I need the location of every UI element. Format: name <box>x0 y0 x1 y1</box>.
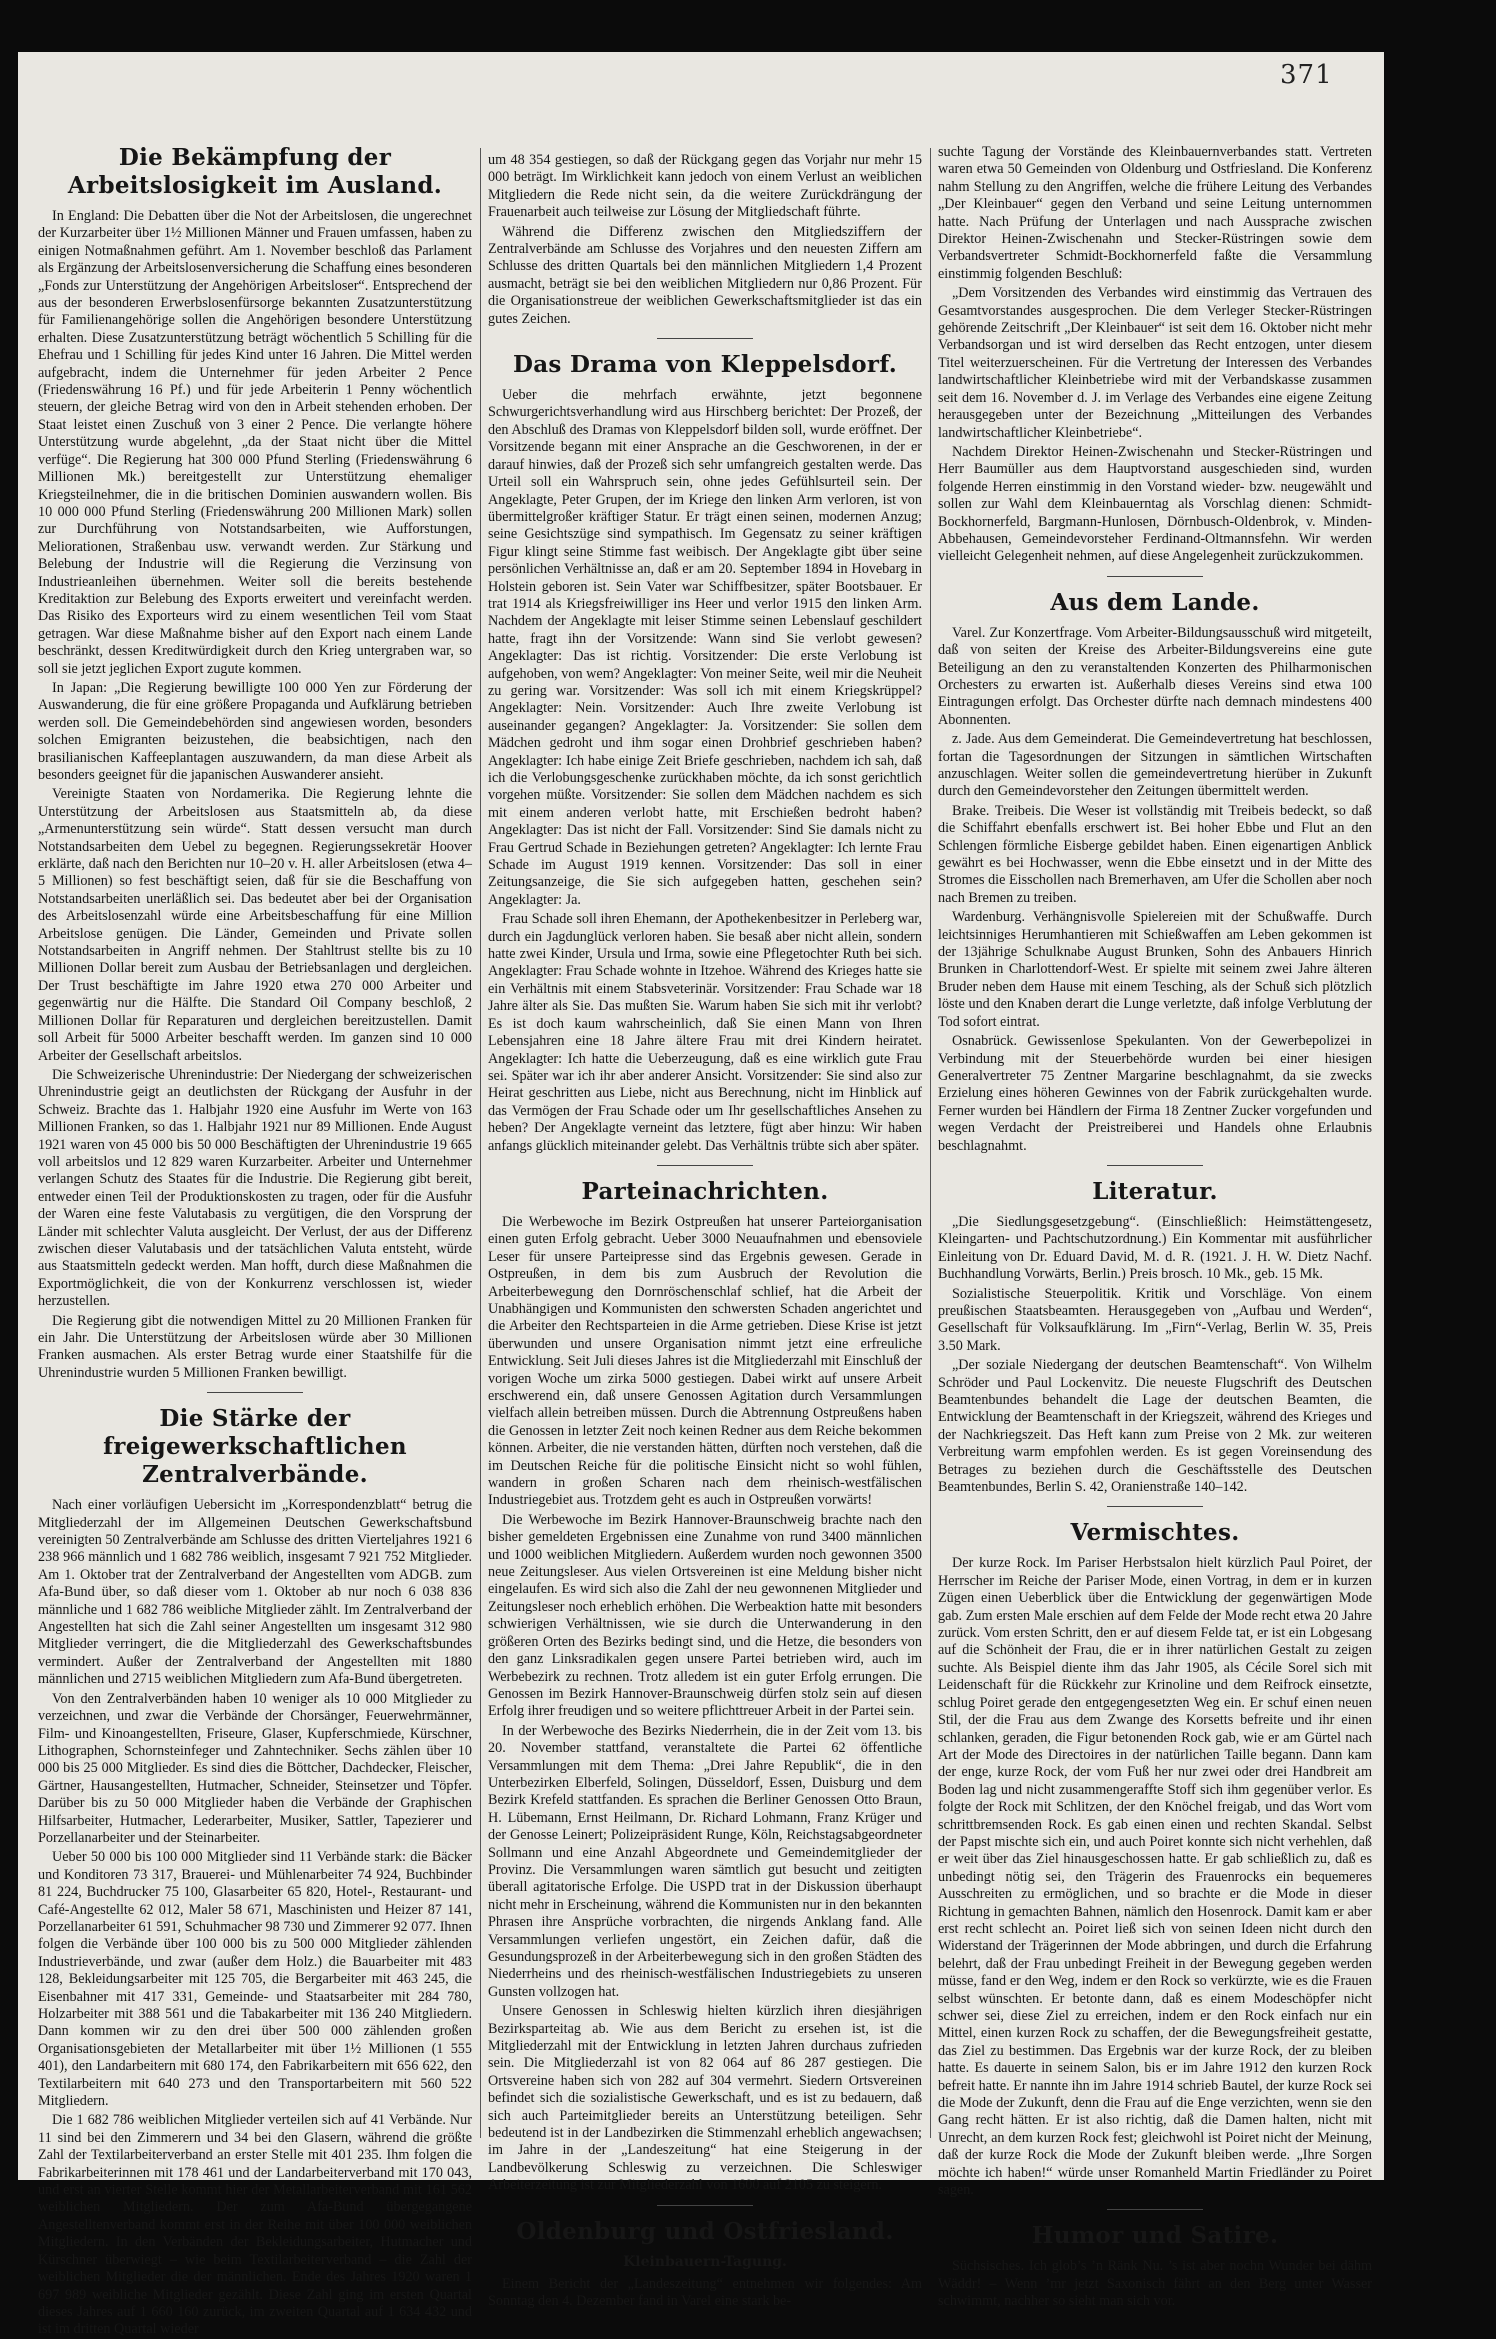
article-paragraph: Die 1 682 786 weiblichen Mitglieder verteilen sich auf 41 Verbände. Nur 11 sind bei den Zimmerern und 34 bei den Glasern, während die größte Zahl der Textilarbeiterverband an erster Stelle mit 401 235. Ihm folgen die Fabrikarbeiterinnen mit 178 461 und der Landarbeiterverband mit 170 043, und erst an vierter Stelle kommt hier der Metallarbeiterverband mit 161 562 weiblichen Mitgliedern. Der zum Afa-Bund übergegangene Angestelltenverband kommt erst in der Reihe mit über 100 000 weiblichen Mitgliedern. In den Verbänden der Bekleidungsarbeiter, Hutmacher und Kürschner überwiegt – wie beim Textilarbeiterverband – die Zahl der weiblichen Mitglieder die der männlichen. Ende des Jahres 1920 waren 1 697 989 weibliche Mitglieder gezählt. Diese Zahl ging im ersten Quartal dieses Jahres auf 1 660 160 zurück, im zweiten Quartal auf 1 634 432 und ist im dritten Quartal wieder <box>38 2112 472 2338</box>
column-rule <box>480 148 481 2138</box>
article-paragraph: Einem Bericht der „Landeszeitung“ entnehmen wir folgendes: Am Sonntag den 4. Dezember fand in Varel eine stark be- <box>488 2275 922 2310</box>
article-paragraph: Ueber die mehrfach erwähnte, jetzt begonnene Schwurgerichtsverhandlung wird aus Hirschberg berichtet: Der Prozeß, der den Abschluß des Dramas von Kleppelsdorf bilden soll, wurde eröffnet. Der Vorsitzende begann mit einer Ansprache an die Geschworenen, in der er darauf hinwies, daß der Prozeß sich sehr umfangreich gestalten werde. Das Urteil soll ein Wahrspruch sein, ohne jedes Gefühlsurteil sein. Der Angeklagte, Peter Grupen, der im Kriege den linken Arm verloren, ist von übermittelgroßer kräftiger Statur. Er trägt einen seinen, modernen Anzug; seine Gesichtszüge sind sympathisch. Im Gegensatz zu seiner kräftigen Figur klingt seine Stimme fast weibisch. Der Angeklagte gibt über seine persönlichen Verhältnisse an, daß er am 20. September 1894 in Hovebarg in Holstein geboren ist. Sein Vater war Schiffbesitzer, später Bootsbauer. Er trat 1914 als Kriegsfreiwilliger ins Heer und verlor 1915 den linken Arm. Nachdem der Angeklagte mit leiser Stimme seinen Lebenslauf geschildert hatte, fragt ihn der Vorsitzende: Wann sind Sie verlobt gewesen? Angeklagter: Das ist richtig. Vorsitzender: Die erste Verlobung ist aufgehoben, von wem? Angeklagter: Von meiner Seite, weil mir die Neuheit zu gering war. Vorsitzender: Was soll ich mit einem Kriegskrüppel? Angeklagter: Nein. Vorsitzender: Auch Ihre zweite Verlobung ist auseinander gegangen? Angeklagter: Ja. Vorsitzender: Sie sollen dem Mädchen gedroht und ihm sogar einen Drohbrief geschrieben haben? Angeklagter: Ich habe einige Zeit Briefe geschrieben, nachdem ich sah, daß ich die Verlobungsgeschenke zurückhaben möchte, da ich sonst gerichtlich vorgehen müßte. Vorsitzender: Sie sollen dem Mädchen nachdem es sich mit einem anderen verlobt hatte, mit Erschießen bedroht haben? Angeklagter: Das ist nicht der Fall. Vorsitzender: Sind Sie damals nicht zu Frau Gertrud Schade in Beziehungen getreten? Angeklagter: Ich lernte Frau Schade im August 1919 kennen. Vorsitzender: Das soll in einer Zeitungsanzeige, die Sie sich aufgegeben hatten, geschehen sein? Angeklagter: Ja. <box>488 387 922 908</box>
article-headline: Die Bekämpfung der Arbeitslosigkeit im Ausland. <box>67 144 443 199</box>
article <box>38 144 472 1382</box>
article-paragraph: Wardenburg. Verhängnisvolle Spielereien mit der Schußwaffe. Durch leichtsinniges Herumhantieren mit Schießwaffen am Leben gekommen ist der 13jährige Schulknabe August Brunken, Sohn des Anbauers Hinrich Brunken in Charlottendorf-West. Er spielte mit seinem zwei Jahre älteren Bruder neben dem Hause mit einem Tesching, als der Schuß sich plötzlich löste und den Knaben derart die Lunge verletzte, daß infolge Verblutung der Tod sofort eintrat. <box>938 909 1372 1030</box>
article-headline: Vermischtes. <box>1070 1519 1240 1547</box>
article-headline: Aus dem Lande. <box>1050 588 1260 616</box>
article-paragraph: Sozialistische Steuerpolitik. Kritik und Vorschläge. Von einem preußischen Staatsbeamten. Herausgegeben von „Aufbau und Werden“, Gesellschaft für Volksaufklärung. Im „Firn“-Verlag, Berlin W. 35, Preis 3.50 Mark. <box>938 1285 1372 1354</box>
article-paragraph: Osnabrück. Gewissenlose Spekulanten. Von der Gewerbepolizei in Verbindung mit der Steuerbehörde wurden bei einer hiesigen Generalvertreter 75 Zentner Margarine beschlagnahmt, da sie zwecks Erzielung eines höheren Gewinnes von der Fabrik zurückgehalten wurde. Ferner wurden bei Händlern der Firma 18 Zentner Zucker vorgefunden und wegen Verdacht der Preistreiberei und Handels ohne Erlaubnis beschlagnahmt. <box>938 1033 1372 1154</box>
article <box>938 1165 1372 1497</box>
article <box>938 1506 1372 2199</box>
article-paragraph: Varel. Zur Konzertfrage. Vom Arbeiter-Bildungsausschuß wird mitgeteilt, daß von seiten der Kreise des Arbeiter-Bildungsvereins eine gute Beteiligung an den zu veranstaltenden Konzerten des Philharmonischen Orchesters zu erwarten ist. Außerhalb dieses Vereins sind etwa 100 Eintragungen erfolgt. Das Orchester dürfte nach demnach mindestens 400 Abonnenten. <box>938 624 1372 728</box>
article-paragraph: In England: Die Debatten über die Not der Arbeitslosen, die ungerechnet der Kurzarbeiter über 1½ Millionen Männer und Frauen umfassen, haben zu einigen Notmaßnahmen geführt. Am 1. November beschloß das Parlament als Ergänzung der Arbeitslosenversicherung die Schaffung eines besonderen „Fonds zur Unterstützung der Angehörigen Arbeitsloser“. Entsprechend der aus der besonderen Erwerbslosenfürsorge bekannten Zusatzunterstützung für Familienangehörige sollen die Angehörigen besondere Unterstützung erhalten. Diese Zusatzunterstützung beträgt wöchentlich 5 Schilling für die Ehefrau und 1 Schilling für jedes Kind unter 16 Jahren. Die Mittel werden aufgebracht, indem die Unternehmer für jeden Arbeiter 2 Pence (Friedenswährung 16 Pf.) und für jede Arbeiterin 1 Penny wöchentlich steuern, der gleiche Betrag wird von den in Arbeit stehenden erhoben. Der Staat leistet einen Zuschuß von 3 einer 2 Pence. Die verlangte höhere Unterstützung wurde abgelehnt, „da der Staat nicht über die Mittel verfüge“. Die Regierung hat 300 000 Pfund Sterling (Friedenswährung 6 Millionen Mk.) bereitgestellt zur Unterstützung ehemaliger Kriegsteilnehmer, die in die britischen Dominien auswandern wollen. Bis 10 000 000 Pfund Sterling (Friedenswährung 200 Millionen Mark) sollen zur Durchführung von Notstandsarbeiten, wie Aufforstungen, Meliorationen, Straßenbau usw. verwandt werden. Zur Stärkung und Belebung der Industrie will die Regierung die Verzinsung von Industrieanleihen übernehmen. Weiter soll die bereits bestehende Kreditaktion zur Belebung des Exports erweitert und vereinfacht werden. Das Risiko des Exporteurs wird zu einem wesentlichen Teil vom Staat getragen. War diese Maßnahme bisher auf den Export nach einem Lande beschränkt, dessen Kreditwürdigkeit durch den Krieg untergraben war, so soll sie jetzt jeglichen Export zugute kommen. <box>38 208 472 677</box>
article-paragraph: In der Werbewoche des Bezirks Niederrhein, die in der Zeit vom 13. bis 20. November stattfand, veranstaltete die Partei 62 öffentliche Versammlungen mit dem Thema: „Drei Jahre Republik“, die in den Unterbezirken Elberfeld, Solingen, Düsseldorf, Essen, Duisburg und dem Bezirk Krefeld stattfanden. Es sprachen die Berliner Genossen Otto Braun, H. Lübemann, Ernst Heilmann, Dr. Richard Lohmann, Franz Krüger und der Genosse Leinert; Polizeipräsident Runge, Köln, Reichstagsabgeordneter Sollmann und eine Anzahl Abgeordnete und Gemeindemitglieder der Provinz. Die Versammlungen waren sämtlich gut besucht und zeitigten überall agitatorische Erfolge. Die USPD trat in der Diskussion überhaupt nicht mehr in Erscheinung, während die Kommunisten nur in den bekannten Phrasen ihre Ansprüche vorbrachten, die nirgends Anklang fand. Alle Versammlungen verliefen ungestört, ein Zeichen dafür, daß die Gesundungsprozeß in der Arbeiterbewegung sich in den großen Städten des Niederrheins und des rheinisch-westfälischen Industriegebiets zu unseren Gunsten vollzogen hat. <box>488 1722 922 2000</box>
article-separator <box>657 1165 753 1166</box>
article-paragraph: „Der soziale Niedergang der deutschen Beamtenschaft“. Von Wilhelm Schröder und Paul Lockenvitz. Die neueste Flugschrift des Deutschen Beamtenbundes behandelt die Lage der deutschen Beamten, die Entwicklung der Beamtenschaft in der Kriegszeit, während des Krieges und der Nachkriegszeit. Das Heft kann zum Preise von 2 Mk. zur weiteren Verbreitung warm empfohlen werden. Es ist gegen Voreinsendung des Betrages zu beziehen durch die Geschäftsstelle des Deutschen Beamtenbundes, Berlin S. 42, Oranienstraße 140–142. <box>938 1357 1372 1496</box>
article-paragraph: „Die Siedlungsgesetzgebung“. (Einschließlich: Heimstättengesetz, Kleingarten- und Pachtschutzordnung.) Ein Kommentar mit ausführlicher Einleitung von Dr. Eduard David, M. d. R. (1921. J. H. W. Dietz Nachf. Buchhandlung Vorwärts, Berlin.) Preis brosch. 10 Mk., geb. 15 Mk. <box>938 1213 1372 1283</box>
article-separator <box>207 1392 303 1393</box>
article-paragraph: Ueber 50 000 bis 100 000 Mitglieder sind 11 Verbände stark: die Bäcker und Konditoren 73 317, Brauerei- und Mühlenarbeiter 74 924, Buchbinder 81 224, Buchdrucker 75 100, Glasarbeiter 65 820, Hotel-, Restaurant- und Café-Angestellte 62 012, Maler 58 671, Maschinisten und Heizer 87 141, Porzellanarbeiter 61 591, Schuhmacher 98 730 und Zimmerer 92 077. Ihnen folgen die Verbände über 100 000 bis zu 500 000 Mitglieder zählenden Industrieverbände, und zwar (außer dem Holz.) die Bauarbeiter mit 483 128, Bekleidungsarbeiter mit 125 705, die Bergarbeiter mit 463 245, die Eisenbahner mit 417 331, Gemeinde- und Staatsarbeiter mit 284 780, Holzarbeiter mit 388 561 und die Tabakarbeiter mit 136 240 Mitgliedern. Dann kommen wir zu den drei über 500 000 zählenden großen Organisationsgebieten der Metallarbeiter mit über 1½ Millionen (1 555 401), den Landarbeitern mit 680 174, den Fabrikarbeitern mit 656 622, den Textilarbeitern mit 640 273 und den Transportarbeitern mit 560 522 Mitgliedern. <box>38 1849 472 2110</box>
article-paragraph: Die Werbewoche im Bezirk Hannover-Braunschweig brachte nach den bisher gemeldeten Ergebnissen eine Zunahme von rund 3400 männlichen und 1000 weiblichen Mitgliedern. Außerdem wurden noch gewonnen 3500 neue Zeitungsleser. Aus vielen Ortsvereinen ist eine Meldung bisher nicht eingelaufen. Es wird sich also die Zahl der neu gewonnenen Mitglieder und Zeitungsleser noch erheblich erhöhen. Die Werbeaktion hatte mit besonders schwierigen Verhältnissen, wie sie durch die Unterwanderung in den größeren Orten des Bezirks bedingt sind, und die Hetze, die besonders von den ganz Linksradikalen gegen unsere Partei betrieben wird, auch im Werbebezirk zu rechnen. Trotz alledem ist ein guter Erfolg errungen. Die Genossen im Bezirk Hannover-Braunschweig dürfen stolz sein auf diesen Erfolg ihrer freudigen und so weitere pflichttreuer Arbeit in der Partei sein. <box>488 1511 922 1720</box>
article-subheadline: Kleinbauern-Tagung. <box>623 2253 787 2270</box>
article-paragraph: Nach einer vorläufigen Uebersicht im „Korrespondenzblatt“ betrug die Mitgliederzahl der im Allgemeinen Deutschen Gewerkschaftsbund vereinigten 50 Zentralverbände am Schlusse des dritten Vierteljahres 1921 6 238 966 männlich und 1 682 786 weiblich, insgesamt 7 921 752 Mitglieder. Am 1. Oktober trat der Zentralverband der Angestellten vom ADGB. zum Afa-Bund über, so daß dieser vom 1. Oktober ab nur noch 6 038 836 männliche und 1 682 786 weibliche Mitglieder zählt. Im Zentralverband der Angestellten hat sich die Zahl seiner Angestellten um insgesamt 312 980 Mitglieder verringert, die die Mitgliederzahl des Gewerkschaftsbundes vermindert. Außer der Zentralverband der Angestellten mit 1880 männlichen und 2715 weiblichen Mitgliedern zum Afa-Bund übergetreten. <box>38 1497 472 1688</box>
article-headline: Die Stärke der freigewerkschaftlichen Zentralverbände. <box>103 1405 407 1489</box>
article <box>938 576 1372 1155</box>
article-paragraph: Die Werbewoche im Bezirk Ostpreußen hat unserer Parteiorganisation einen guten Erfolg gebracht. Ueber 3000 Neuaufnahmen und ebensoviele Leser für unsere Parteipresse sind das Ergebnis gewesen. Gerade in Ostpreußen, in dem bis zum Ausbruch der Revolution die Arbeiterbewegung den Dornröschenschlaf schlief, hat die Arbeit der Unabhängigen und Kommunisten den schwersten Schaden angerichtet und die Arbeiter den Rechtsparteien in die Arme getrieben. Diese Krise ist jetzt überwunden und unsere Organisation nimmt jetzt eine erfreuliche Entwicklung. Seit Juli dieses Jahres ist die Mitgliederzahl mit Einschluß der vorigen Woche um zirka 5000 gestiegen. Dabei wirkt auf unsere Arbeit erschwerend ein, daß unsere Genossen Agitation durch Versammlungen vielfach allein betreiben müssen. Durch die Abtrennung Ostpreußens haben die Genossen in letzter Zeit noch keinen Redner aus dem Reiche bekommen können. Arbeiter, die nie verstanden hätten, dürften noch verstehen, daß die im Deutschen Reiche für die politische Einsicht nicht so wohl fühlen, wandern in großen Scharen nach dem rheinisch-westfälischen Industriegebiet aus. Trotzdem geht es auch in Ostpreußen vorwärts! <box>488 1213 922 1509</box>
article-separator <box>1107 2209 1203 2210</box>
article-paragraph: In Japan: „Die Regierung bewilligte 100 000 Yen zur Förderung der Auswanderung, die für eine größere Propaganda und Aufklärung betrieben werden soll. Die Gemeindebehörden sind angewiesen worden, besonders solchen Emigranten beizustehen, die beabsichtigen, nach den brasilianischen Kaffeeplantagen auszuwandern, da man diese Arbeit als besonders geeignet für die japanischen Auswanderer ansieht. <box>38 679 472 783</box>
article-paragraph: z. Jade. Aus dem Gemeinderat. Die Gemeindevertretung hat beschlossen, fortan die Tagesordnungen der Sitzungen in sämtlichen Wirtschaften anzuschlagen. Weiter sollen die gemeindevertretung hierüber in Zukunft durch den Gemeindevorsteher den Zeitungen übermittelt werden. <box>938 731 1372 800</box>
article <box>938 2209 1372 2310</box>
article-separator <box>657 338 753 339</box>
article-paragraph: „Dem Vorsitzenden des Verbandes wird einstimmig das Vertrauen des Gesamtvorstandes ausgesprochen. Die dem Verleger Stecker-Rüstringen gehörende Zeitschrift „Der Kleinbauer“ ist seit dem 16. Oktober nicht mehr Verbandsorgan und ist wird derselben das Recht entzogen, unter diesem Titel weiterzuerscheinen. Für die Vertretung der Interessen des Verbandes landwirtschaftlicher Kleinbetriebe wird mit der Verbandskasse zusammen seit dem 16. November d. J. im Verlage des Verbandes eine eigene Zeitung herausgegeben unter der Bezeichnung „Mitteilungen des Verbandes landwirtschaftlicher Kleinbetriebe“. <box>938 285 1372 441</box>
article-paragraph: Von den Zentralverbänden haben 10 weniger als 10 000 Mitglieder zu verzeichnen, und zwar die Verbände der Chorsänger, Feuerwehrmänner, Film- und Kinoangestellten, Friseure, Glaser, Kupferschmiede, Kürschner, Lithographen, Schornsteinfeger und Zahntechniker. Sechs zählen über 10 000 bis 25 000 Mitglieder. Es sind dies die Böttcher, Dachdecker, Fleischer, Gärtner, Hausangestellten, Hutmacher, Schneider, Steinsetzer und Töpfer. Darüber bis zu 50 000 Mitglieder haben die Verbände der Graphischen Hilfsarbeiter, Hutmacher, Lederarbeiter, Musiker, Sattler, Tapezierer und Porzellanarbeiter und der Steinarbeiter. <box>38 1690 472 1846</box>
column-2 <box>488 152 922 2310</box>
article-paragraph: Süchsisches. Ich glob’s ’n Ränk Nu. ’s ist aber nochn Wunder bei dähm Wäddr! – Wenn ’mr jetzt Saxonisch fährt an den Berg unter Wasser schwimmt, nachher so sieht man sich vor. <box>938 2258 1372 2310</box>
article-paragraph: Vereinigte Staaten von Nordamerika. Die Regierung lehnte die Unterstützung der Arbeitslosen aus Staatsmitteln ab, da diese „Armenunterstützung sein würde“. Statt dessen versucht man durch Notstandsarbeiten dem Uebel zu begegnen. Regierungssekretär Hoover erklärte, daß nach den Berichten nur 10–20 v. H. aller Arbeitslosen (etwa 4–5 Millionen) so fest beschäftigt seien, daß für sie die Beschaffung von Notstandsarbeiten unerläßlich sei. Das bedeutet aber bei der Organisation des Arbeitslosenzahl würde eine Arbeitsbeschaffung für eine Million Arbeitslose genügen. Die Länder, Gemeinden und Private sollen Notstandsarbeiten in Angriff nehmen. Der Stahltrust stellte bis zu 10 Millionen Dollar bereit zum Ausbau der Betriebsanlagen und dergleichen. Der Trust beschäftigte im Jahre 1920 etwa 270 000 Arbeiter und gegenwärtig nur die Hälfte. Die Standard Oil Company beschloß, 2 Millionen Dollar für Reparaturen und dergleichen bereitzustellen. Damit soll Arbeit für 5000 Arbeiter beschafft werden. Im ganzen sind 10 000 Arbeiter der Gesellschaft arbeitslos. <box>38 786 472 1064</box>
article-headline: Parteinachrichten. <box>581 1177 829 1205</box>
article-separator <box>657 2205 753 2206</box>
article-headline: Literatur. <box>1092 1177 1218 1205</box>
article-headline: Oldenburg und Ostfriesland. <box>516 2217 894 2245</box>
article <box>488 338 922 1155</box>
article-separator <box>1107 1506 1203 1507</box>
column-rule <box>930 148 931 2138</box>
article-paragraph: Der kurze Rock. Im Pariser Herbstsalon hielt kürzlich Paul Poiret, der Herrscher im Reiche der Pariser Mode, einen Vortrag, in dem er in kurzen Zügen einen Ueberblick über die Entwicklung der gegenwärtigen Mode gab. Zum ersten Male erschien auf dem Felde der Mode recht etwa 20 Jahre zurück. Vom ersten Schritt, den er auf diesem Felde tat, er ist ein Lobgesang auf die Schönheit der Frau, die er in ihrer natürlichen Gestalt zu zeigen suchte. Als Beispiel diente ihm das Jahr 1905, als Cécile Sorel sich mit Leidenschaft für die Rückkehr zur Krinoline und dem Reifrock einsetzte, schlug Poiret gerade den entgegengesetzten Weg ein. Er schuf einen neuen Stil, der die Frau aus dem Zwange des Korsetts befreite und ihr einen schlanken, geraden, die Figur betonenden Rock gab, wie er am Gürtel nach Art der Mode des Directoires in der natürlichen Taille begann. Dann kam der enge, kurze Rock, der vom Fuß her nur zwei oder drei Handbreit am Boden lag und nicht zusammengeraffte Stoff sich ihm gegenüber verlor. Es folgte der Rock mit Schlitzen, der den Knöchel freigab, und das Wort vom schrittbremsenden Rock. Es gab einen einen und rechten Skandal. Selbst der Papst mischte sich ein, und auch Poiret konnte sich nicht verhehlen, daß er weit über das Ziel hinausgeschossen hatte. Er gab schließlich zu, daß es unbedingt nötig sei, den Trägerin des Frauenrocks ein bequemeres Ausschreiten zu ermöglichen, und so brachte er die Mode in dieser Richtung in gemachten Bahnen, nämlich den Hosenrock. Damit kam er aber erst recht schlecht an. Poiret ließ sich von seinen Ideen nicht durch den Widerstand der Trägerinnen der Mode abbringen, und durch die Erfahrung belehrt, daß der Frau unbedingt Freiheit in der Bewegung gegeben werden müsse, fand er den Weg, indem er den Rock so verkürzte, wie es die Frauen selbst wünschten. Er betonte dann, daß es einem Modeschöpfer nicht schwer sei, diese Ziel zu erreichen, indem er den Rock einfach nur ein Mittel, einen kurzen Rock zu schaffen, der die Bewegungsfreiheit gestatte, das Ziel zu bestimmen. Das Ergebnis war der kurze Rock, der zu bleiben hatte. Es dauerte in seinem Salon, bis er im Jahre 1912 den kurzen Rock befreit hatte. Er nannte ihn im Jahre 1914 schrieb Bautel, der kurze Rock sei die Mode der Zukunft, denn die Frau auf die Enge verzichten, wenn sie den Gang recht hätten. Er ist also richtig, daß die Damen halten, nicht mit Unrecht, an dem kurzen Rock fest; gleichwohl ist Poiret nicht der Meinung, daß der kurze Rock die Mode der Zukunft bleiben werde. „Ihre Sorgen möchte ich haben!“ würde unser Romanheld Martin Friedländer zu Poiret sagen. <box>938 1555 1372 2199</box>
article-paragraph: Brake. Treibeis. Die Weser ist vollständig mit Treibeis bedeckt, so daß die Schiffahrt ebenfalls erschwert ist. Bei hoher Ebbe und Flut an den Schlengen förmliche Eisberge gebildet haben. Einen eigenartigen Anblick gewährt es bei Hochwasser, wenn die Ebbe einsetzt und in der Mitte des Stromes die Eisschollen nach Bremerhaven, am Ufer die Schollen aber noch nach Bremen zu treiben. <box>938 802 1372 906</box>
article-paragraph: Unsere Genossen in Schleswig hielten kürzlich ihren diesjährigen Bezirksparteitag ab. Wie aus dem Bericht zu ersehen ist, ist die Mitgliederzahl mit der Entwicklung in letzten Jahren durchaus zufrieden sein. Die Mitgliederzahl ist von 82 064 auf 86 287 gestiegen. Die Ortsvereine haben sich von 282 auf 304 vermehrt. Siedern Ortsvereinen befindet sich die sozialistische Gewerkschaft, und es ist zu bedauern, daß sich auch Parteimitglieder bereits an Unterstützung beteiligen. Sehr bedeutend ist in der Landbezirken die Stimmenzahl erheblich angewachsen; im Jahre in der „Landeszeitung“ hat eine Steigerung in der Landbevölkerung Schleswig zu verzeichnen. Die Schleswiger Arbeiterzeitung ist zur Mitgliederzahl von 1600 auf 2105 zu steigern. <box>488 2003 922 2194</box>
article <box>938 144 1372 566</box>
newspaper-page <box>18 52 1384 2338</box>
article-paragraph: Während die Differenz zwischen den Mitgliedsziffern der Zentralverbände am Schlusse des Vorjahres und den neuesten Ziffern am Schlusse des dritten Quartals bei den männlichen Mitgliedern 1,4 Prozent ausmacht, beträgt sie bei den weiblichen Mitgliedern nur 0,86 Prozent. Für die Organisationstreue der weiblichen Gewerkschaftsmitglieder ist das ein gutes Zeichen. <box>488 223 922 327</box>
article-paragraph: um 48 354 gestiegen, so daß der Rückgang gegen das Vorjahr nur mehr 15 000 beträgt. Im Wirklichkeit kann jedoch von einem Verlust an weiblichen Mitgliedern die Rede nicht sein, da die weitere Zurückdrängung der Frauenarbeit auch teilweise zur Lösung der Mitgliedschaft führte. <box>488 152 922 221</box>
article <box>488 2205 922 2311</box>
article-separator <box>1107 576 1203 577</box>
article-headline: Humor und Satire. <box>1031 2222 1279 2250</box>
article <box>488 152 922 328</box>
article-headline: Das Drama von Kleppelsdorf. <box>512 351 898 379</box>
article-paragraph: Die Regierung gibt die notwendigen Mittel zu 20 Millionen Franken für ein Jahr. Die Unterstützung der Arbeitslosen würde aber 30 Millionen Franken ausmachen. Als erster Betrag wurde einer Staatshilfe für die Uhrenindustrie wurden 5 Millionen Franken bewilligt. <box>38 1312 472 1381</box>
article-paragraph: suchte Tagung der Vorstände des Kleinbauernverbandes statt. Vertreten waren etwa 50 Gemeinden von Oldenburg und Ostfriesland. Die Konferenz nahm Stellung zu den Angriffen, welche die frühere Leitung des Verbandes „Der Kleinbauer“ gegen den Verband und seine Leitung unternommen hatte. Nach Prüfung der Unterlagen und nach Aussprache zwischen Direktor Heinen-Zwischenahn und Stecker-Rüstringen sowie dem Verbandsvertreter Schmidt-Bockhornerfeld faßte die Versammlung einstimmig folgenden Beschluß: <box>938 144 1372 282</box>
page-number: 371 <box>1280 60 1333 90</box>
article-paragraph: Nachdem Direktor Heinen-Zwischenahn und Stecker-Rüstringen und Herr Baumüller aus dem Hauptvorstand ausgeschieden sind, wurden folgende Herren einstimmig in den Vorstand wieder- bzw. neugewählt und sollen zur Wahl dem Kleinbauerntag als Vorschlag dienen: Schmidt-Bockhornerfeld, Bargmann-Hunlosen, Dörnbusch-Oldenbrok, v. Minden-Abbehausen, Gemeindevorsteher Ferdinand-Oltmannsfehn. Wir werden vielleicht Gelegenheit nehmen, auf diese Angelegenheit zurückzukommen. <box>938 443 1372 565</box>
article-separator <box>1107 1165 1203 1166</box>
article <box>488 1165 922 2195</box>
column-3 <box>938 144 1372 2310</box>
article-paragraph: Die Schweizerische Uhrenindustrie: Der Niedergang der schweizerischen Uhrenindustrie geigt an deutlichsten der Rückgang der Ausfuhr in der Schweiz. Brachte das 1. Halbjahr 1920 eine Ausfuhr im Werte von 163 Millionen Franken, so das 1. Halbjahr 1921 nur 89 Millionen. Ende August 1921 waren von 45 000 bis 50 000 Beschäftigten der Uhrenindustrie 19 665 voll arbeitslos und 12 829 waren Kurzarbeiter. Arbeiter und Unternehmer verlangen Schutz des Staates für die Industrie. Die Regierung gibt bereit, entweder einen Teil der Produktionskosten zu tragen, oder für die Ausfuhr der Waren eine feste Valutabasis zu vergütigen, die den Vorsprung der Länder mit schlechter Valuta ausgleicht. Der Verlust, der aus der Differenz zwischen dieser Valutabasis und der tatsächlichen Valuta entsteht, würde aus Staatsmitteln gedeckt werden. Man hofft, durch diese Maßnahmen die Exportmöglichkeit, die von der Konkurrenz verschlossen ist, wieder herzustellen. <box>38 1066 472 1310</box>
article-paragraph: Frau Schade soll ihren Ehemann, der Apothekenbesitzer in Perleberg war, durch ein Jagdunglück verloren haben. Sie besaß aber nicht allein, sondern hatte zwei Kinder, Ursula und Irma, sowie eine Pflegetochter Ruth bei sich. Angeklagter: Frau Schade wohnte in Itzehoe. Während des Krieges hatte sie ein Verhältnis mit einem Stabsveterinär. Vorsitzender: Frau Schade war 18 Jahre älter als Sie. Das mußten Sie. Warum haben Sie sich mit ihr verlobt? Es ist doch kaum wahrscheinlich, daß Sie einen Mann von Ihren Lebensjahren eine 18 Jahre ältere Frau mit drei Kindern heiratet. Angeklagter: Ich hatte die Ueberzeugung, daß es eine wirklich gute Frau sei. Später war ich ihr aber anderer Ansicht. Vorsitzender: Sie sind also zur Heirat geschritten aus Liebe, nicht aus Berechnung, nicht im Hinblick auf das Vermögen der Frau Schade oder um Ihr gesellschaftliches Ansehen zu heben? Der Angeklagte verneint das letztere, fügt aber hinzu: Wir haben anfangs glücklich miteinander gelebt. Das Verhältnis trübte sich aber später. <box>488 911 922 1154</box>
article <box>38 1392 472 2339</box>
column-1 <box>38 144 472 2338</box>
